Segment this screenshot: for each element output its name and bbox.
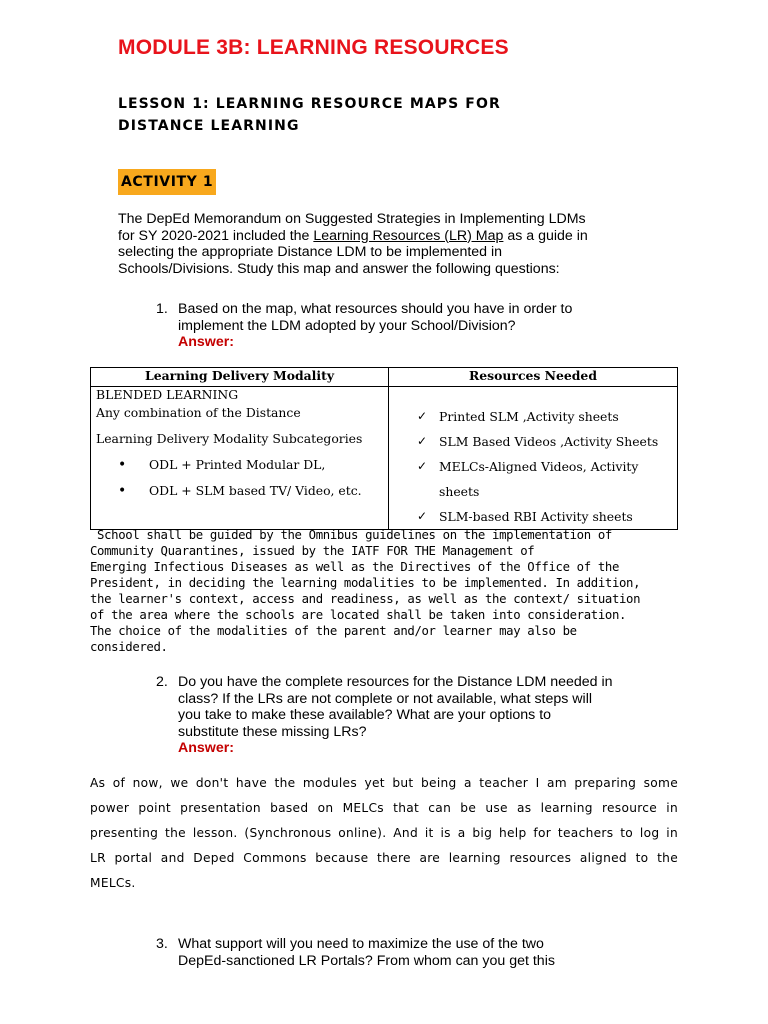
intro-text: as a guide in [503,227,588,244]
checkmark-icon: ✓ [417,459,428,473]
question-text [178,301,572,351]
answer-label: Answer: [178,740,234,756]
resource-text: sheets [439,484,480,499]
answer-line: power point presentation based on MELCs that can be use as learning resource in [90,801,678,815]
answer-label: Answer: [178,334,234,350]
question-number: 1. [156,301,168,317]
resource-text: MELCs-Aligned Videos, Activity [439,459,639,474]
resources-cell [389,387,678,530]
paragraph-line: considered. [90,640,168,654]
resource-item [389,429,677,454]
answer-line: LR portal and Deped Commons because there are learning resources aligned to the [90,851,678,865]
activity-label: ACTIVITY 1 [118,169,216,195]
resource-item [389,504,677,529]
answer-line: As of now, we don't have the modules yet but being a teacher I am preparing some [90,776,678,790]
question-line: Based on the map, what resources should you have in order to [178,301,573,317]
table-header-row [91,368,678,387]
question-line: DepEd-sanctioned LR Portals? From whom can you get this [178,952,555,969]
question-2 [156,674,656,758]
omnibus-paragraph [90,527,641,655]
modality-line: Any combination of the Distance [96,405,301,420]
question-line: you take to make these available? What are your options to [178,707,552,723]
lr-map-table [90,367,678,530]
table-row [91,387,678,530]
resource-item [389,454,677,504]
lesson-title [118,93,578,137]
modality-line: Learning Delivery Modality Subcategories [96,431,363,446]
answer-line: MELCs. [90,876,136,890]
question-line: What support will you need to maximize the use of the two [178,936,544,952]
paragraph-line: The choice of the modalities of the parent and/or learner may also be [90,624,577,638]
paragraph-line: of the area where the schools are located shall be taken into consideration. [90,608,627,622]
lr-map-link-text: Learning Resources (LR) Map [313,227,504,244]
question-number: 3. [156,936,168,952]
resources-list [389,404,677,529]
resource-text: SLM-based RBI Activity sheets [439,509,633,524]
intro-paragraph [118,211,638,277]
question-line: substitute these missing LRs? [178,723,367,740]
modality-bullet: • ODL + SLM based TV/ Video, etc. [96,478,388,504]
modality-heading: BLENDED LEARNING [96,387,239,402]
paragraph-line: School shall be guided by the Omnibus guidelines on the implementation of [90,528,612,542]
checkmark-icon: ✓ [417,409,428,423]
question-text [178,936,555,969]
lesson-title-line: LESSON 1: LEARNING RESOURCE MAPS FOR [118,96,501,112]
table-header-cell: Resources Needed [389,368,678,387]
paragraph-line: the learner's context, access and readiness, as well as the context/ situation [90,592,641,606]
intro-line: selecting the appropriate Distance LDM to be implemented in [118,244,503,260]
checkmark-icon: ✓ [417,434,428,448]
module-title: MODULE 3B: LEARNING RESOURCES [118,36,509,59]
answer-line: presenting the lesson. (Synchronous online). And it is a big help for teachers to log in [90,826,678,840]
paragraph-line: Community Quarantines, issued by the IATF FOR THE Management of [90,544,535,558]
modality-cell [91,387,389,530]
paragraph-line: President, in deciding the learning modalities to be implemented. In addition, [90,576,641,590]
intro-line: Schools/Divisions. Study this map and answer the following questions: [118,260,560,277]
question-line: Do you have the complete resources for the Distance LDM needed in [178,674,613,690]
question-line: class? If the LRs are not complete or not available, what steps will [178,690,593,707]
question-text [178,674,613,757]
modality-bullet: • ODL + Printed Modular DL, [96,452,388,478]
question-line: implement the LDM adopted by your School/Division? [178,317,516,334]
intro-line [118,228,638,245]
question-number: 2. [156,674,168,690]
resource-item [389,404,677,429]
paragraph-line: Emerging Infectious Diseases as well as the Directives of the Office of the [90,560,620,574]
question-3 [156,936,656,970]
intro-text: for SY 2020-2021 included the [118,227,314,244]
checkmark-icon: ✓ [417,509,428,523]
lesson-title-line: DISTANCE LEARNING [118,118,300,134]
resource-text: SLM Based Videos ,Activity Sheets [439,434,659,449]
modality-bullet-list [96,452,388,504]
answer-2-paragraph [90,771,678,896]
resource-text: Printed SLM ,Activity sheets [439,409,619,424]
table-header-cell: Learning Delivery Modality [91,368,389,387]
intro-line: The DepEd Memorandum on Suggested Strategies in Implementing LDMs [118,211,586,227]
question-1 [156,301,656,353]
